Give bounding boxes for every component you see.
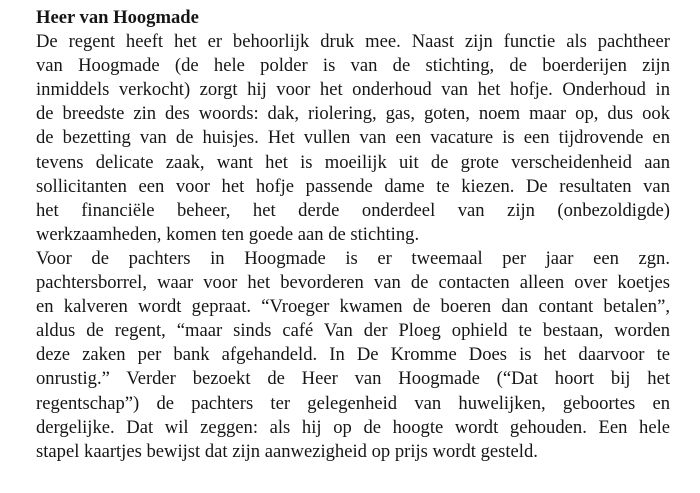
- paragraph-line: deze zaken per bank afgehandeld. In De Kromme Does is het daarvoor te: [36, 344, 670, 366]
- paragraph-line: sollicitanten een voor het hofje passende dame te kiezen. De resultaten van: [36, 175, 670, 197]
- paragraph-line: van Hoogmade (de hele polder is van de stichting, de boerderijen zijn: [36, 55, 670, 77]
- paragraph-line: de bezetting van de huisjes. Het vullen van een vacature is een tijdrovende en: [36, 127, 670, 149]
- paragraph-line: Voor de pachters in Hoogmade is er tweemaal per jaar een zgn.: [36, 247, 670, 269]
- paragraph-line: aldus de regent, “maar sinds café Van der Ploeg ophield te bestaan, worden: [36, 320, 670, 342]
- paragraph-line: de breedste zin des woords: dak, riolering, gas, goten, noem maar op, dus ook: [36, 103, 670, 125]
- paragraph-line: en kalveren wordt gepraat. “Vroeger kwamen de boeren dan contant betalen”,: [36, 296, 670, 318]
- paragraph-line: pachtersborrel, waar voor het bevorderen van de contacten alleen over koetjes: [36, 272, 670, 294]
- paragraph-line: inmiddels verkocht) zorgt hij voor het onderhoud van het hofje. Onderhoud in: [36, 79, 670, 101]
- paragraph-line: De regent heeft het er behoorlijk druk mee. Naast zijn functie als pachtheer: [36, 31, 670, 53]
- paragraph-line: onrustig.” Verder bezoekt de Heer van Hoogmade (“Dat hoort bij het: [36, 368, 670, 390]
- paragraph-line: werkzaamheden, komen ten goede aan de stichting.: [36, 223, 420, 245]
- paragraph-2: [36, 247, 670, 464]
- paragraph-1: [36, 30, 670, 247]
- paragraph-line: tevens delicate zaak, want het is moeilijk uit de grote verscheidenheid aan: [36, 151, 670, 173]
- paragraph-line: regentschap”) de pachters ter gelegenheid van huwelijken, geboortes en: [36, 392, 670, 414]
- paragraph-line: dergelijke. Dat wil zeggen: als hij op de hoogte wordt gehouden. Een hele: [36, 416, 670, 438]
- paragraph-line: het financiële beheer, het derde onderdeel van zijn (onbezoldigde): [36, 199, 670, 221]
- paragraph-line: stapel kaartjes bewijst dat zijn aanwezigheid op prijs wordt gesteld.: [36, 440, 538, 462]
- article: [36, 6, 670, 464]
- article-heading: Heer van Hoogmade: [36, 7, 199, 28]
